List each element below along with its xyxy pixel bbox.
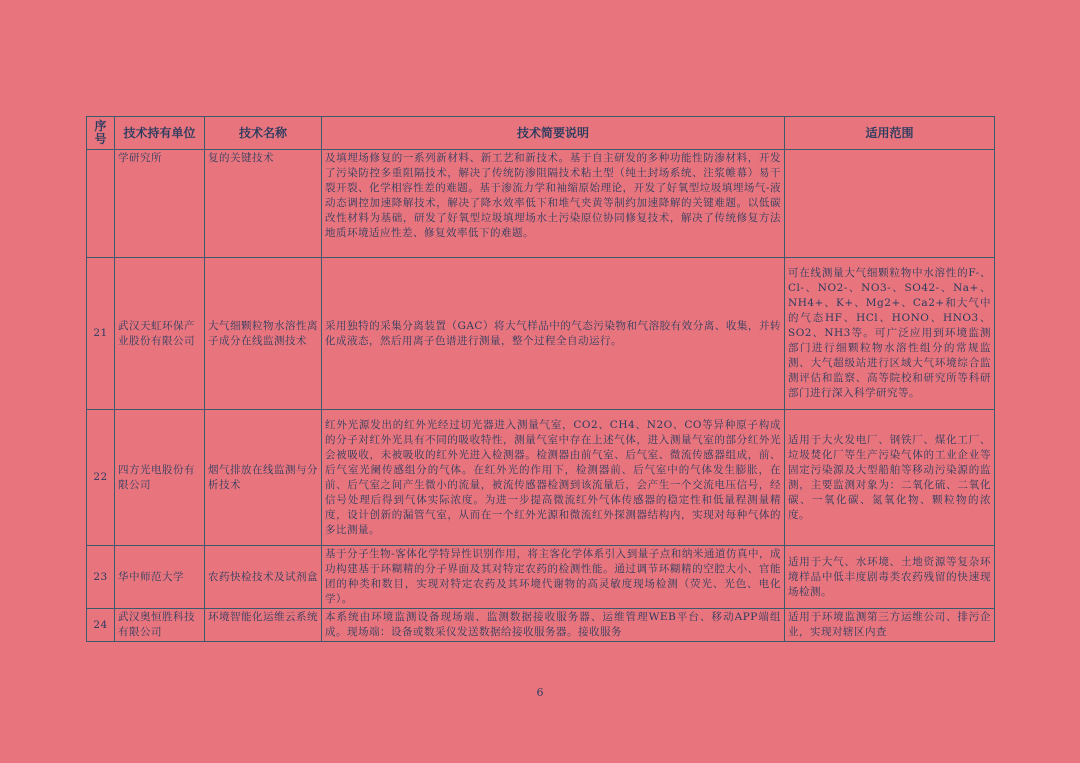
row-unit: 武汉天虹环保产业股份有限公司	[115, 258, 205, 410]
row-index: 22	[87, 410, 115, 546]
row-scope: 适用于大气、水环境、土地资源等复杂环境样品中低丰度剧毒类农药残留的快速现场检测。	[785, 546, 995, 609]
table-row	[87, 258, 995, 410]
row-name: 复的关键技术	[205, 150, 322, 258]
row-index	[87, 150, 115, 258]
row-desc: 本系统由环境监测设备现场端、监测数据接收服务器、运维管理WEB平台、移动APP端组成。现场端：设备或数采仪发送数据给接收服务器。接收服务	[322, 609, 785, 642]
table-row	[87, 410, 995, 546]
table-row	[87, 546, 995, 609]
row-scope: 可在线测量大气细颗粒物中水溶性的F-、Cl-、NO2-、NO3-、SO42-、Na+、NH4+、K+、Mg2+、Ca2+和大气中的气态HF、HCl、HONO、HNO3、SO2、NH3等。可广泛应用到环境监测部门进行细颗粒物水溶性组分的常规监测、大气超级站进行区域大气环境综合监测评估和监察、高等院校和研究所等科研部门进行深入科学研究等。	[785, 258, 995, 410]
row-name: 大气细颗粒物水溶性离子成分在线监测技术	[205, 258, 322, 410]
row-scope: 适用于大火发电厂、钢铁厂、煤化工厂、垃圾焚化厂等生产污染气体的工业企业等固定污染源及大型船舶等移动污染源的监测，主要监测对象为：二氧化硫、二氧化碳、一氧化碳、氮氧化物、颗粒物的浓度。	[785, 410, 995, 546]
row-desc: 基于分子生物-客体化学特异性识别作用，将主客化学体系引入到量子点和纳米通道仿真中，成功构建基于环糊精的分子界面及其对特定农药的检测性能。通过调节环糊精的空腔大小、官能团的种类和数目，实现对特定农药及其环境代谢物的高灵敏度现场检测（荧光、光色、电化学）。	[322, 546, 785, 609]
row-name: 农药快检技术及试剂盒	[205, 546, 322, 609]
row-index: 23	[87, 546, 115, 609]
table-row	[87, 150, 995, 258]
row-unit: 武汉奥恒胜科技有限公司	[115, 609, 205, 642]
row-desc: 及填埋场修复的一系列新材料、新工艺和新技术。基于自主研发的多种功能性防渗材料，开发了污染防控多重阻隔技术，解决了传统防渗阻隔技术粘土型（纯土封场系统、注浆帷幕）易干裂开裂、化学相容性差的难题。基于渗流力学和袖缩原始理论，开发了好氧型垃圾填埋场气-液动态调控加速降解技术，解决了降水效率低下和堆气夹黄等制约加速降解的关键难题。以低碳改性材料为基础，研发了好氧型垃圾填埋场水土污染原位协同修复技术，解决了传统修复方法地质环境适应性差、修复效率低下的难题。	[322, 150, 785, 258]
row-scope	[785, 150, 995, 258]
row-unit: 学研究所	[115, 150, 205, 258]
row-desc: 红外光源发出的红外光经过切光器进入测量气室，CO2、CH4、N2O、CO等异种原子构成的分子对红外光具有不同的吸收特性，测量气室中存在上述气体，进入测量气室的部分红外光会被吸收，未被吸收的红外光进入检测器。检测器由前气室、后气室、微流传感器组成，前、后气室光阑传感组分的气体。在红外光的作用下，检测器前、后气室中的气体发生膨胀，在前、后气室之间产生微小的流量，被流传感器检测到该流量后，会产生一个交流电压信号，经信号处理后得到气体实际浓度。为进一步提高微流红外气体传感器的稳定性和低量程测量精度，设计创新的漏管气室，从而在一个红外光源和微流红外探测器结构内，实现对每种气体的多比测量。	[322, 410, 785, 546]
row-unit: 华中师范大学	[115, 546, 205, 609]
page-number: 6	[536, 686, 544, 699]
row-scope: 适用于环境监测第三方运维公司、排污企业，实现对辖区内查	[785, 609, 995, 642]
row-name: 烟气排放在线监测与分析技术	[205, 410, 322, 546]
header-name: 技术名称	[205, 117, 322, 150]
row-unit: 四方光电股份有限公司	[115, 410, 205, 546]
header-scope: 适用范围	[785, 117, 995, 150]
table-header-row	[87, 117, 995, 150]
row-desc: 采用独特的采集分离装置（GAC）将大气样品中的气态污染物和气溶胶有效分离、收集，并转化成液态，然后用离子色谱进行测量，整个过程全自动运行。	[322, 258, 785, 410]
header-unit: 技术持有单位	[115, 117, 205, 150]
header-index: 序号	[87, 117, 115, 150]
row-index: 21	[87, 258, 115, 410]
row-index: 24	[87, 609, 115, 642]
header-desc: 技术简要说明	[322, 117, 785, 150]
table-row	[87, 609, 995, 642]
row-name: 环境智能化运维云系统	[205, 609, 322, 642]
technology-table	[86, 116, 995, 642]
